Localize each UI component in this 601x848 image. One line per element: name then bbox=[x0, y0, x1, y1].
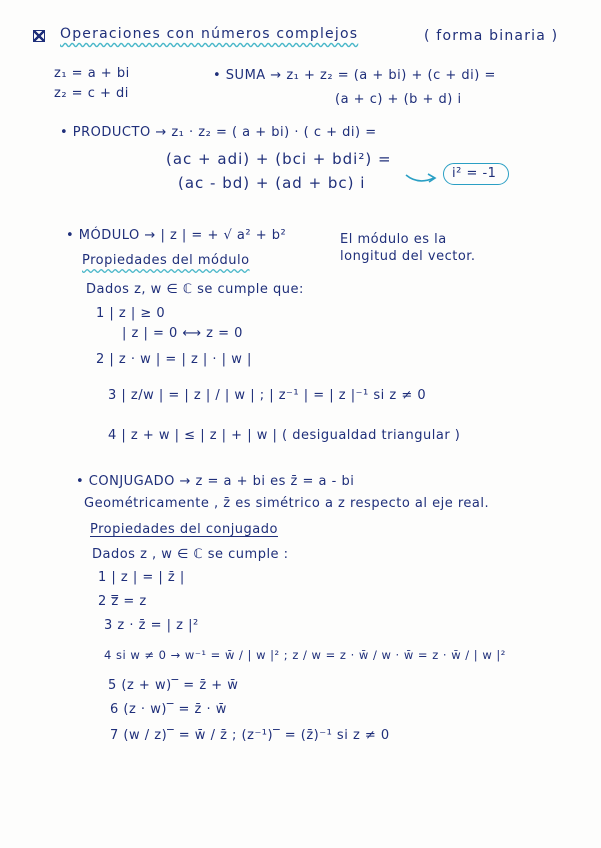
conjugado-props-title: Propiedades del conjugado bbox=[90, 522, 278, 537]
conjugado-prop-2: 2 z̿ = z bbox=[98, 594, 147, 609]
modulo-intro: Dados z, w ∈ ℂ se cumple que: bbox=[86, 282, 304, 297]
modulo-prop-4: 4 | z + w | ≤ | z | + | w | ( desigualdad triangular ) bbox=[108, 428, 461, 443]
modulo-line: • MÓDULO → | z | = + √ a² + b² bbox=[66, 228, 287, 243]
suma-line-1: • SUMA → z₁ + z₂ = (a + bi) + (c + di) = bbox=[213, 68, 496, 83]
modulo-prop-1a: 1 | z | ≥ 0 bbox=[96, 306, 166, 321]
conjugado-geom: Geométricamente , z̄ es simétrico a z respecto al eje real. bbox=[84, 496, 490, 511]
conjugado-prop-6: 6 (z · w)‾ = z̄ · w̄ bbox=[110, 702, 227, 717]
conjugado-prop-7: 7 (w / z)‾ = w̄ / z̄ ; (z⁻¹)‾ = (z̄)⁻¹ si z ≠ 0 bbox=[110, 728, 390, 743]
arrow-icon bbox=[404, 171, 438, 185]
modulo-props-title: Propiedades del módulo bbox=[82, 253, 250, 268]
conjugado-prop-4: 4 si w ≠ 0 → w⁻¹ = w̄ / | w |² ; z / w = z · w̄ / w · w̄ = z · w̄ / | w |² bbox=[104, 648, 506, 662]
checkbox-icon bbox=[33, 30, 45, 42]
suma-line-2: (a + c) + (b + d) i bbox=[335, 92, 462, 107]
title-parenthetical: ( forma binaria ) bbox=[424, 28, 559, 44]
conjugado-prop-5: 5 (z + w)‾ = z̄ + w̄ bbox=[108, 678, 239, 693]
producto-line-1: • PRODUCTO → z₁ · z₂ = ( a + bi) · ( c + di) = bbox=[60, 125, 377, 140]
modulo-prop-3: 3 | z/w | = | z | / | w | ; | z⁻¹ | = | z |⁻¹ si z ≠ 0 bbox=[108, 388, 427, 403]
conjugado-prop-3: 3 z · z̄ = | z |² bbox=[104, 618, 199, 633]
conjugado-intro: Dados z , w ∈ ℂ se cumple : bbox=[92, 547, 289, 562]
modulo-prop-1b: | z | = 0 ⟷ z = 0 bbox=[122, 326, 243, 341]
conjugado-prop-1: 1 | z | = | z̄ | bbox=[98, 570, 185, 585]
producto-line-3: (ac - bd) + (ad + bc) i bbox=[178, 174, 366, 192]
page-title: Operaciones con números complejos bbox=[60, 26, 359, 42]
modulo-prop-2: 2 | z · w | = | z | · | w | bbox=[96, 352, 252, 367]
conjugado-line: • CONJUGADO → z = a + bi es z̄ = a - bi bbox=[76, 474, 355, 489]
producto-line-2: (ac + adi) + (bci + bdi²) = bbox=[166, 150, 392, 168]
modulo-desc-2: longitud del vector. bbox=[340, 249, 476, 264]
i-squared-note: i² = -1 bbox=[452, 166, 497, 181]
def-z1: z₁ = a + bi bbox=[54, 66, 130, 81]
modulo-desc-1: El módulo es la bbox=[340, 232, 447, 247]
def-z2: z₂ = c + di bbox=[54, 86, 129, 101]
